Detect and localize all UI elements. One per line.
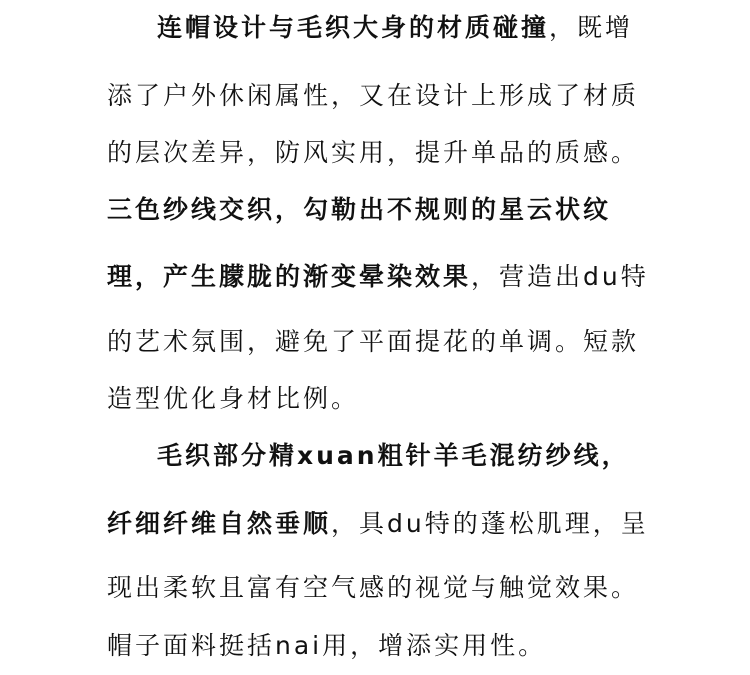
paragraph-1-line-2	[107, 79, 639, 113]
bold-text: 理，产生朦胧的渐变晕染效果	[107, 262, 472, 291]
paragraph-2-line-4	[107, 382, 359, 416]
paragraph-3-line-4	[107, 629, 546, 663]
bold-text: 纤细纤维自然垂顺	[107, 509, 332, 538]
normal-text: 帽子面料挺括nai用，增添实用性。	[107, 631, 547, 660]
normal-text: ，具du特的蓬松肌理，呈	[331, 509, 649, 538]
normal-text: 现出柔软且富有空气感的视觉与触觉效果。	[107, 573, 640, 602]
paragraph-2-line-2	[107, 260, 649, 294]
bold-text: 三色纱线交织，勾勒出不规则的星云状纹	[107, 195, 612, 224]
paragraph-2-line-3	[107, 325, 639, 359]
paragraph-3-line-2	[107, 507, 649, 541]
normal-text: 的艺术氛围，避免了平面提花的单调。短款	[107, 327, 640, 356]
paragraph-2-line-1	[107, 193, 611, 227]
bold-text: 毛织部分精xuan粗针羊毛混纺纱线，	[157, 441, 630, 470]
paragraph-1-line-3	[107, 136, 639, 170]
paragraph-1-line-1	[157, 11, 633, 45]
bold-text: 连帽设计与毛织大身的材质碰撞	[157, 13, 550, 42]
normal-text: 造型优化身材比例。	[107, 384, 360, 413]
normal-text: 添了户外休闲属性，又在设计上形成了材质	[107, 81, 640, 110]
normal-text: ，营造出du特	[471, 262, 649, 291]
paragraph-3-line-1	[157, 439, 630, 473]
normal-text: 的层次差异，防风实用，提升单品的质感。	[107, 138, 640, 167]
normal-text: ，既增	[549, 13, 634, 42]
paragraph-3-line-3	[107, 571, 639, 605]
